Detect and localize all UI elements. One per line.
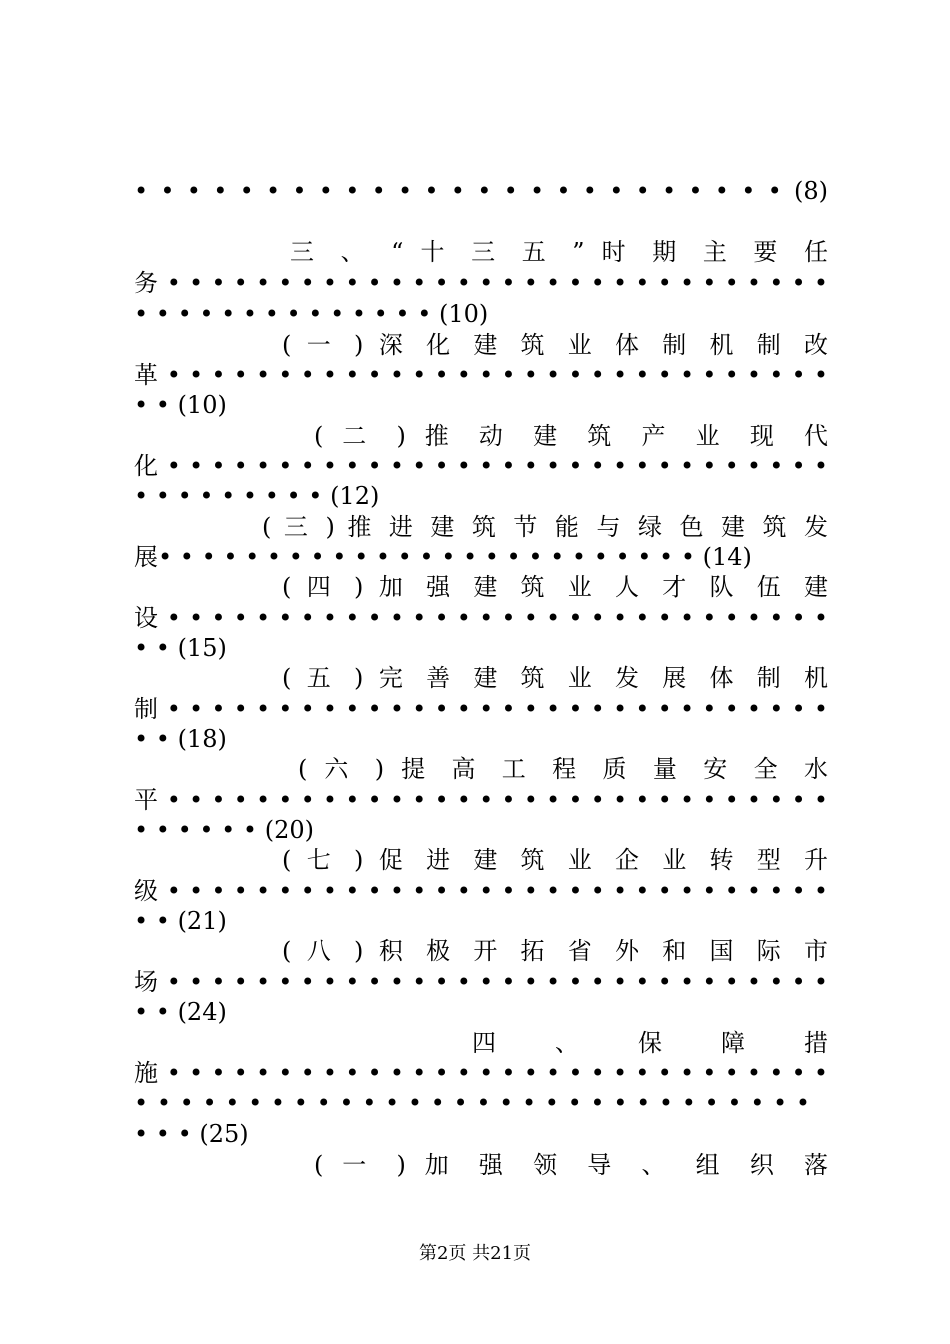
toc-line-20: 平 • • • • • • • • • • • • • • • • • • • • • • • • • • • • • • [134, 786, 828, 814]
toc-line-13: ( 四 ) 加 强 建 筑 业 人 才 队 伍 建 [282, 573, 828, 601]
toc-line-6: 革 • • • • • • • • • • • • • • • • • • • • • • • • • • • • • • [134, 361, 828, 389]
toc-line-32: ( 一 ) 加 强 领 导 、 组 织 落 [314, 1151, 828, 1179]
toc-line-7: • • (10) [134, 391, 227, 419]
toc-line-14: 设 • • • • • • • • • • • • • • • • • • • • • • • • • • • • • • [134, 604, 828, 632]
toc-line-25: ( 八 ) 积 极 开 拓 省 外 和 国 际 市 [282, 937, 828, 965]
toc-line-29: 施 • • • • • • • • • • • • • • • • • • • • • • • • • • • • • • [134, 1059, 828, 1087]
toc-line-10: • • • • • • • • • (12) [134, 482, 380, 510]
toc-line-1: • • • • • • • • • • • • • • • • • • • • • • • • • (8) [134, 177, 828, 205]
toc-line-19: ( 六 ) 提 高 工 程 质 量 安 全 水 [298, 755, 828, 783]
toc-line-22: ( 七 ) 促 进 建 筑 业 企 业 转 型 升 [282, 846, 828, 874]
toc-line-16: ( 五 ) 完 善 建 筑 业 发 展 体 制 机 [282, 664, 828, 692]
toc-line-12: 展• • • • • • • • • • • • • • • • • • • • • • • • • (14) [134, 543, 752, 571]
toc-line-11: ( 三 ) 推 进 建 筑 节 能 与 绿 色 建 筑 发 [262, 513, 828, 541]
toc-line-9: 化 • • • • • • • • • • • • • • • • • • • • • • • • • • • • • • [134, 452, 828, 480]
toc-line-26: 场 • • • • • • • • • • • • • • • • • • • • • • • • • • • • • • [134, 968, 828, 996]
toc-line-30: • • • • • • • • • • • • • • • • • • • • • • • • • • • • • • [134, 1089, 810, 1117]
toc-line-3: 务 • • • • • • • • • • • • • • • • • • • • • • • • • • • • • • [134, 269, 828, 297]
toc-line-27: • • (24) [134, 998, 227, 1026]
toc-line-23: 级 • • • • • • • • • • • • • • • • • • • • • • • • • • • • • • [134, 877, 828, 905]
toc-line-17: 制 • • • • • • • • • • • • • • • • • • • • • • • • • • • • • • [134, 695, 828, 723]
toc-line-21: • • • • • • (20) [134, 816, 314, 844]
toc-line-8: ( 二 ) 推 动 建 筑 产 业 现 代 [314, 422, 828, 450]
toc-line-18: • • (18) [134, 725, 227, 753]
toc-line-24: • • (21) [134, 907, 227, 935]
toc-line-2: 三 、 “ 十 三 五 ” 时 期 主 要 任 [290, 238, 828, 266]
page-footer: 第2页 共21页 [418, 1243, 532, 1264]
toc-line-5: ( 一 ) 深 化 建 筑 业 体 制 机 制 改 [282, 331, 828, 359]
toc-line-31: • • • (25) [134, 1120, 249, 1148]
toc-line-15: • • (15) [134, 634, 227, 662]
toc-line-4: • • • • • • • • • • • • • • (10) [134, 300, 489, 328]
toc-line-28: 四 、 保 障 措 [472, 1029, 828, 1057]
